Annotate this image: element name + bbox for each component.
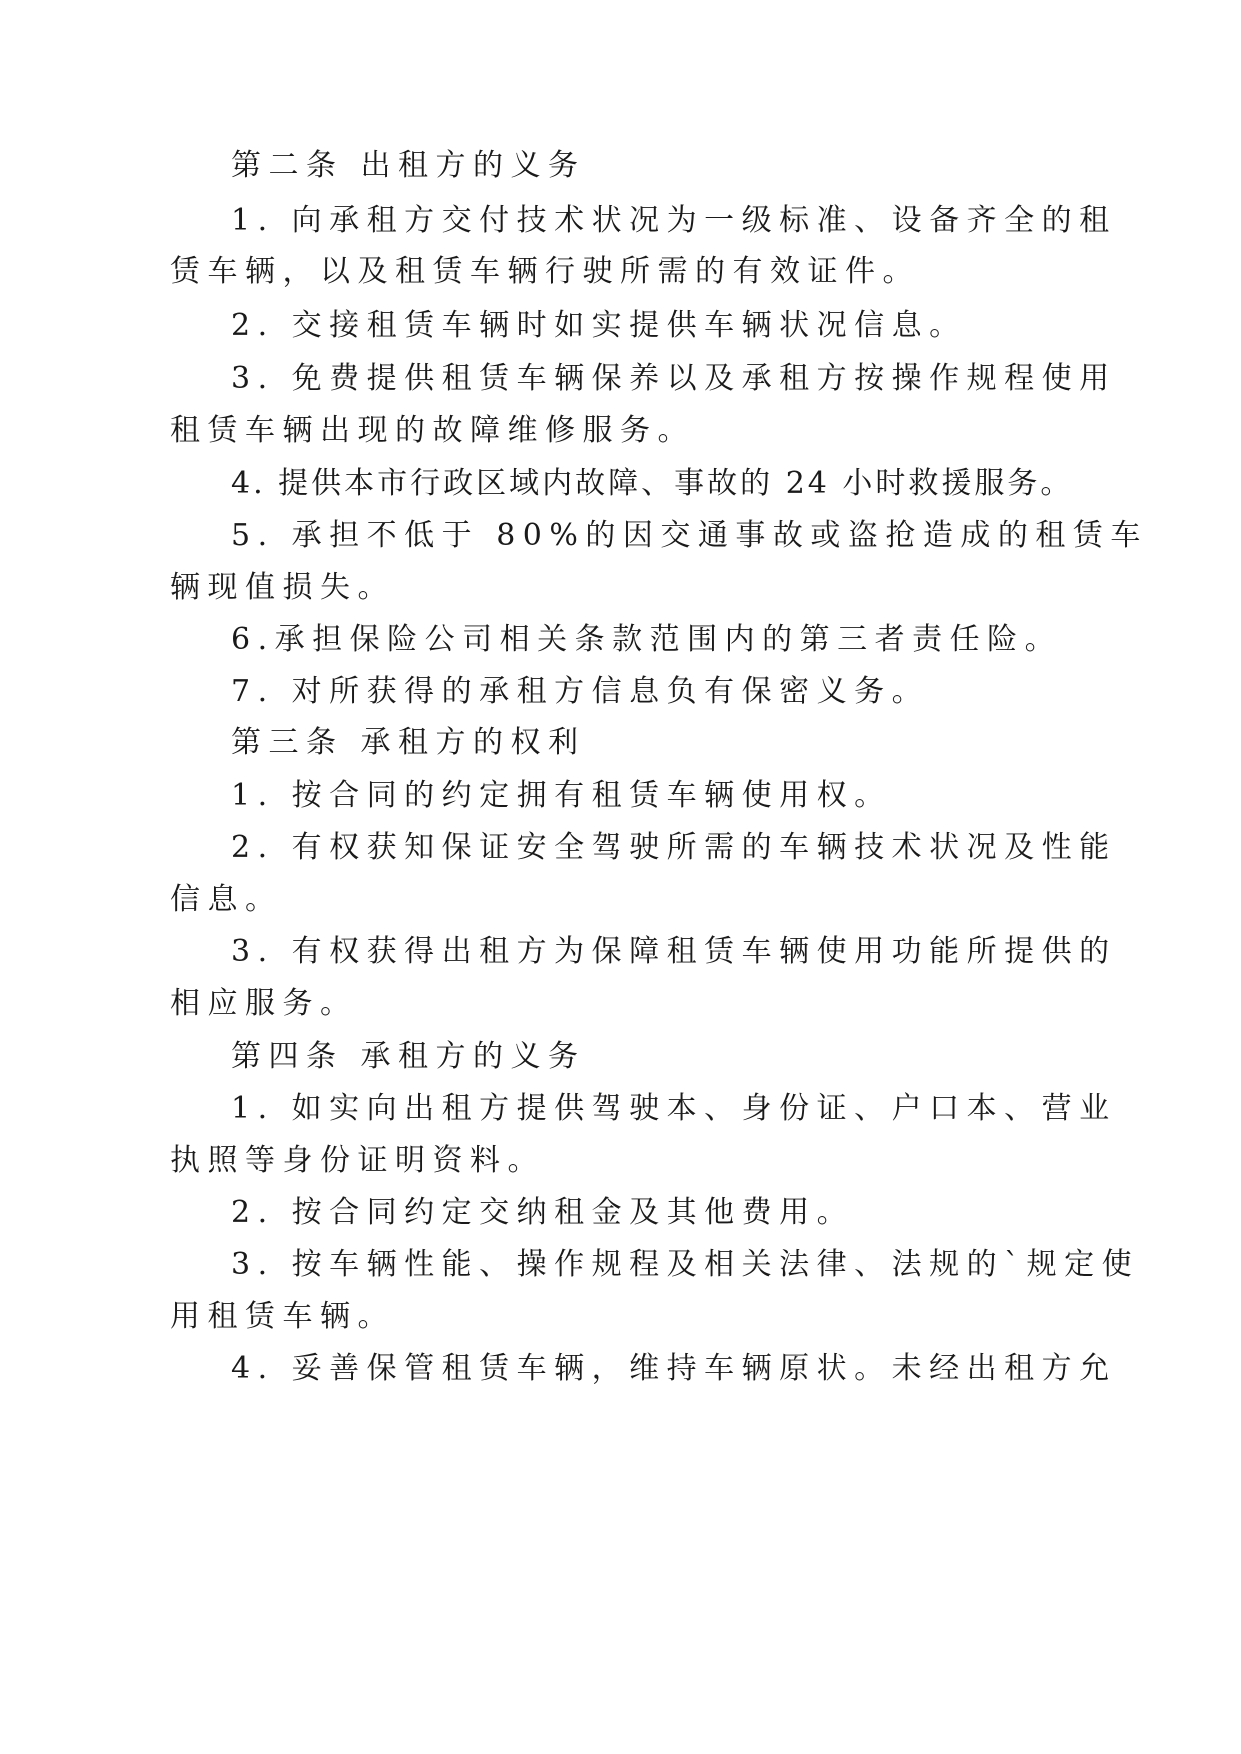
section-heading-2: 第二条 出租方的义务 — [231, 148, 586, 183]
paragraph-line: 5. 承担不低于 80%的因交通事故或盗抢造成的租赁车 — [231, 518, 1148, 553]
paragraph-line: 6.承担保险公司相关条款范围内的第三者责任险。 — [231, 622, 1063, 657]
paragraph-line: 用租赁车辆。 — [170, 1299, 395, 1334]
paragraph-line: 3. 按车辆性能、操作规程及相关法律、法规的`规定使 — [231, 1247, 1140, 1282]
paragraph-line: 信息。 — [170, 882, 283, 917]
paragraph-line: 4. 妥善保管租赁车辆，维持车辆原状。未经出租方允 — [231, 1351, 1117, 1386]
section-heading-4: 第四条 承租方的义务 — [231, 1039, 586, 1074]
paragraph-line: 2. 有权获知保证安全驾驶所需的车辆技术状况及性能 — [231, 830, 1117, 865]
paragraph-line: 执照等身份证明资料。 — [170, 1143, 545, 1178]
paragraph-line: 3. 有权获得出租方为保障租赁车辆使用功能所提供的 — [231, 934, 1117, 969]
paragraph-line: 2. 按合同约定交纳租金及其他费用。 — [231, 1195, 855, 1230]
paragraph-line: 7. 对所获得的承租方信息负有保密义务。 — [231, 674, 930, 709]
paragraph-line: 辆现值损失。 — [170, 570, 395, 605]
paragraph-line: 相应服务。 — [170, 986, 358, 1021]
section-heading-3: 第三条 承租方的权利 — [231, 725, 586, 760]
paragraph-line: 1. 如实向出租方提供驾驶本、身份证、户口本、营业 — [231, 1091, 1117, 1126]
paragraph-line: 1. 向承租方交付技术状况为一级标准、设备齐全的租 — [231, 203, 1117, 238]
paragraph-line: 2. 交接租赁车辆时如实提供车辆状况信息。 — [231, 308, 967, 343]
paragraph-line: 3. 免费提供租赁车辆保养以及承租方按操作规程使用 — [231, 361, 1117, 396]
paragraph-line: 赁车辆，以及租赁车辆行驶所需的有效证件。 — [170, 254, 920, 289]
paragraph-line: 4. 提供本市行政区域内故障、事故的 24 小时救援服务。 — [231, 466, 1074, 501]
paragraph-line: 租赁车辆出现的故障维修服务。 — [170, 413, 695, 448]
paragraph-line: 1. 按合同的约定拥有租赁车辆使用权。 — [231, 778, 892, 813]
